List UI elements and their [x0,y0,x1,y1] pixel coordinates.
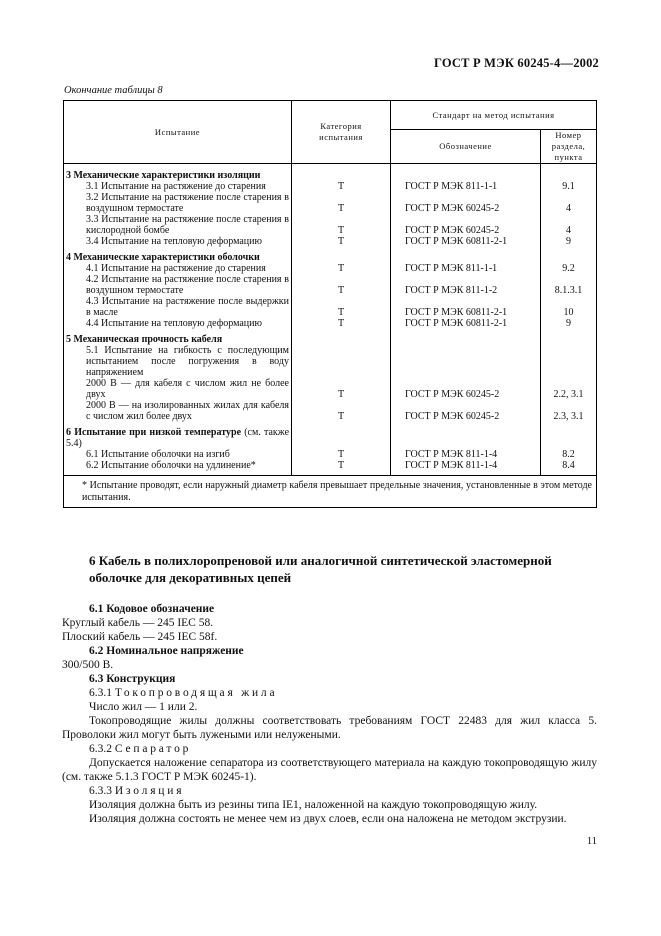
section-cell: 9 [541,318,597,329]
col-header-designation: Обозначение [391,130,541,164]
test-name: 6.1 Испытание оболочки на изгиб [86,449,230,460]
cores-count: Число жил — 1 или 2. [89,701,198,713]
section-cell: 9.1 [541,181,597,192]
section-cell: 8.2 [541,449,597,460]
section-title-note: (см. также 5.4) [66,427,290,449]
designation-cell: ГОСТ Р МЭК 60811-2-1 [391,296,541,318]
designation-cell: ГОСТ Р МЭК 811-1-1 [391,181,541,192]
subsection-heading-6-1: 6.1 Кодовое обозначение [89,603,215,615]
table-row [64,318,597,329]
page-number: 11 [586,836,597,847]
table-row [64,378,597,400]
category-cell: Т [292,318,391,329]
code-flat: Плоский кабель — 245 IEC 58f. [62,631,218,643]
designation-cell: ГОСТ Р МЭК 811-1-4 [391,460,541,476]
designation-cell: ГОСТ Р МЭК 811-1-2 [391,274,541,296]
test-name: 3.1 Испытание на растяжение до старения [86,181,266,192]
table-row [64,181,597,192]
section-cell: 4 [541,214,597,236]
code-round: Круглый кабель — 245 IEC 58. [62,617,214,629]
test-intro: 5.1 Испытание на гибкость с последующим испытанием после погружения в воду напряжением [86,345,289,378]
section-6 [62,552,597,826]
col-header-category: Категория испытания [292,101,391,164]
category-cell: Т [292,263,391,274]
col-header-section: Номер раздела, пункта [541,130,597,164]
section-title: 6 Испытание при низкой температуре [66,427,242,438]
designation-cell: ГОСТ Р МЭК 60811-2-1 [391,236,541,247]
section-cell: 4 [541,192,597,214]
category-cell: Т [292,192,391,214]
table-8 [63,100,597,508]
section-cell: 9.2 [541,263,597,274]
test-name: 6.2 Испытание оболочки на удлинение* [86,460,256,471]
test-name: 4.4 Испытание на тепловую деформацию [86,318,262,329]
test-name: 4.3 Испытание на растяжение после выдержки в масле [86,296,289,318]
table-row [64,236,597,247]
table-row [64,400,597,422]
section-cell: 8.1.3.1 [541,274,597,296]
category-cell: Т [292,181,391,192]
section-title: 5 Механическая прочность кабеля [64,329,292,345]
section-cell: 10 [541,296,597,318]
subsection-heading-6-3: 6.3 Конструкция [89,673,176,685]
category-cell: Т [292,460,391,476]
section-cell: 2.3, 3.1 [541,400,597,422]
section-cell: 8.4 [541,460,597,476]
col-header-standard: Стандарт на метод испытания [391,101,597,130]
section-title: 3 Механические характеристики изоляции [64,164,292,182]
category-cell: Т [292,378,391,400]
designation-cell: ГОСТ Р МЭК 60245-2 [391,378,541,400]
designation-cell: ГОСТ Р МЭК 60245-2 [391,214,541,236]
clause-number: 6.3.2 [89,743,112,755]
table-caption: Окончание таблицы 8 [64,85,163,96]
document-header: ГОСТ Р МЭК 60245-4—2002 [434,56,599,70]
designation-cell: ГОСТ Р МЭК 811-1-4 [391,449,541,460]
conductor-text: Токопроводящие жилы должны соответствовать требованиям ГОСТ 22483 для жил класса 5. Проволоки жил могут быть лужеными или нелужеными. [62,715,597,741]
rated-voltage: 300/500 В. [62,659,114,671]
table-row [64,296,597,318]
section-heading: 6 Кабель в полихлоропреновой или аналогичной синтетической эластомерной оболочке для декоративных цепей [89,553,552,585]
insulation-text-1: Изоляция должна быть из резины типа IE1, наложенной на каждую токопроводящую жилу. [89,799,538,811]
category-cell: Т [292,274,391,296]
section-cell: 9 [541,236,597,247]
table-footnote: * Испытание проводят, если наружный диаметр кабеля превышает предельные значения, установленные в этом методе испытания. [64,476,597,508]
clause-number: 6.3.3 [89,785,112,797]
table-row [64,214,597,236]
category-cell: Т [292,400,391,422]
subsection-heading-6-2: 6.2 Номинальное напряжение [89,645,244,657]
category-cell: Т [292,449,391,460]
table-row [64,274,597,296]
subsection-heading-6-3-1 [89,686,597,700]
separator-text: Допускается наложение сепаратора из соответствующего материала на каждую токопроводящую жилу (см. также 5.1.3 ГОСТ Р МЭК 60245-1). [62,757,597,783]
category-cell: Т [292,236,391,247]
table-row [64,263,597,274]
col-header-test: Испытание [64,101,292,164]
section-title: 4 Механические характеристики оболочки [64,247,292,263]
test-name: 2000 В — на изолированных жилах для кабеля с числом жил более двух [86,400,289,422]
subsection-heading-6-3-2 [89,742,597,756]
insulation-text-2: Изоляция должна состоять не менее чем из двух слоев, если она наложена не методом экструзии. [89,813,567,825]
category-cell: Т [292,296,391,318]
test-name: 3.4 Испытание на тепловую деформацию [86,236,262,247]
designation-cell: ГОСТ Р МЭК 60245-2 [391,192,541,214]
section-cell: 2.2, 3.1 [541,378,597,400]
table-row [64,449,597,460]
test-name: 4.1 Испытание на растяжение до старения [86,263,266,274]
category-cell: Т [292,214,391,236]
designation-cell: ГОСТ Р МЭК 60811-2-1 [391,318,541,329]
test-name: 4.2 Испытание на растяжение после старения в воздушном термостате [86,274,289,296]
test-name: 2000 В — для кабеля с числом жил не более двух [86,378,289,400]
clause-title: Изоляция [114,785,185,797]
clause-number: 6.3.1 [89,687,112,699]
test-name: 3.2 Испытание на растяжение после старения в воздушном термостате [86,192,289,214]
table-row [64,460,597,476]
test-name: 3.3 Испытание на растяжение после старения в кислородной бомбе [86,214,289,236]
clause-title: Токопроводящая жила [114,687,278,699]
designation-cell: ГОСТ Р МЭК 811-1-1 [391,263,541,274]
subsection-heading-6-3-3 [89,784,597,798]
clause-title: Сепаратор [114,743,192,755]
designation-cell: ГОСТ Р МЭК 60245-2 [391,400,541,422]
table-row [64,192,597,214]
